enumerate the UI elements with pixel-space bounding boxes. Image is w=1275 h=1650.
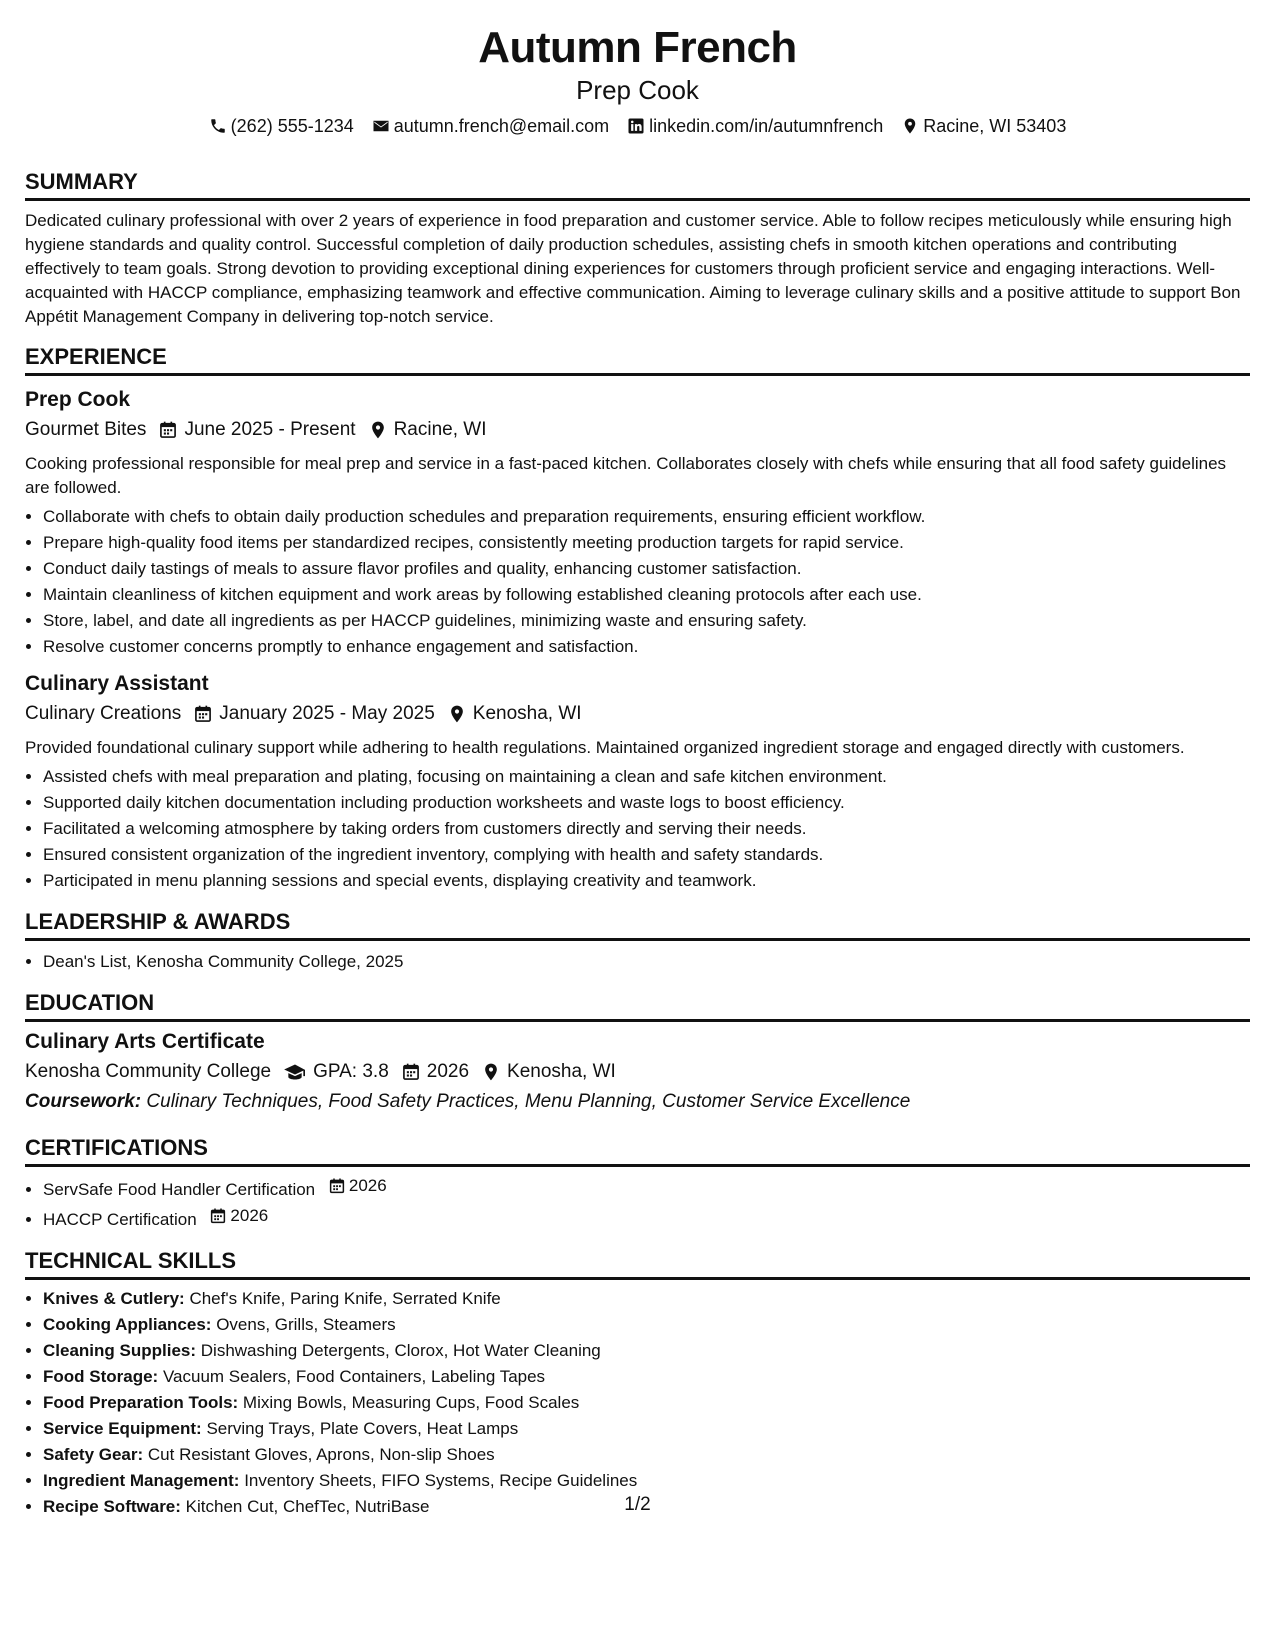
linkedin-icon — [627, 117, 645, 135]
contact-email[interactable] — [372, 114, 609, 138]
list-item: • Collaborate with chefs to obtain daily production schedules and preparation requirements, ensuring efficient workflow. — [43, 504, 1250, 530]
job-title: Culinary Assistant — [25, 672, 209, 695]
section-title-certifications: CERTIFICATIONS — [25, 1134, 1250, 1167]
skill-value: Kitchen Cut, ChefTec, NutriBase — [185, 1497, 430, 1516]
map-pin-icon — [447, 704, 467, 724]
gpa-text: GPA: 3.8 — [313, 1061, 389, 1082]
candidate-name: Autumn French — [478, 23, 797, 72]
coursework-label: Coursework: — [25, 1091, 142, 1112]
skill-value: Inventory Sheets, FIFO Systems, Recipe Guidelines — [244, 1471, 638, 1490]
linkedin-text: linkedin.com/in/autumnfrench — [649, 116, 884, 136]
resume-page — [25, 0, 1250, 1520]
calendar-icon — [193, 704, 213, 724]
skill-value: Dishwashing Detergents, Clorox, Hot Water Cleaning — [200, 1341, 601, 1360]
skills-section — [25, 1247, 1250, 1520]
map-pin-icon — [368, 420, 388, 440]
list-item — [43, 1442, 1250, 1468]
education-year-text: 2026 — [426, 1061, 470, 1082]
skill-label: Knives & Cutlery: — [43, 1289, 185, 1308]
skill-label: Service Equipment: — [43, 1419, 202, 1438]
job-entry — [25, 386, 1250, 660]
job-dates-text: June 2025 - Present — [184, 419, 356, 440]
calendar-icon — [209, 1207, 227, 1225]
contact-phone — [209, 114, 354, 138]
job-bullets — [25, 504, 1250, 660]
leadership-list — [25, 949, 1250, 975]
education-location-text: Kenosha, WI — [507, 1061, 616, 1082]
list-item: • Facilitated a welcoming atmosphere by taking orders from customers directly and serving their needs. — [43, 816, 1250, 842]
job-meta — [25, 416, 1250, 444]
list-item: • Assisted chefs with meal preparation and plating, focusing on maintaining a clean and safe kitchen environment. — [43, 764, 1250, 790]
job-meta — [25, 700, 1250, 728]
calendar-icon — [158, 420, 178, 440]
section-title-education: EDUCATION — [25, 989, 1250, 1022]
summary-section — [25, 168, 1250, 329]
list-item — [43, 1312, 1250, 1338]
list-item: • Prepare high-quality food items per standardized recipes, consistently meeting production targets for rapid service. — [43, 530, 1250, 556]
cert-name: HACCP Certification — [43, 1210, 197, 1229]
section-title-experience: EXPERIENCE — [25, 343, 1250, 376]
section-title-skills: TECHNICAL SKILLS — [25, 1247, 1250, 1280]
skill-label: Food Preparation Tools: — [43, 1393, 239, 1412]
certifications-section — [25, 1134, 1250, 1233]
contact-location — [901, 114, 1066, 138]
skills-list — [25, 1286, 1250, 1520]
candidate-role: Prep Cook — [576, 75, 699, 105]
cert-year: 2026 — [230, 1206, 269, 1225]
phone-text: (262) 555-1234 — [230, 116, 354, 136]
skill-label: Food Storage: — [43, 1367, 159, 1386]
skill-value: Chef's Knife, Paring Knife, Serrated Knife — [189, 1289, 501, 1308]
calendar-icon — [328, 1177, 346, 1195]
cert-name: ServSafe Food Handler Certification — [43, 1180, 316, 1199]
experience-section — [25, 343, 1250, 894]
skill-label: Cleaning Supplies: — [43, 1341, 197, 1360]
list-item — [43, 1203, 1250, 1233]
job-dates — [158, 416, 355, 444]
list-item: • Store, label, and date all ingredients as per HACCP guidelines, minimizing waste and ensuring safety. — [43, 608, 1250, 634]
job-entry — [25, 670, 1250, 894]
section-title-leadership: LEADERSHIP & AWARDS — [25, 908, 1250, 941]
map-pin-icon — [481, 1062, 501, 1082]
list-item: • Conduct daily tastings of meals to assure flavor profiles and quality, enhancing customer satisfaction. — [43, 556, 1250, 582]
job-company: Culinary Creations — [25, 703, 182, 724]
skill-value: Cut Resistant Gloves, Aprons, Non-slip Shoes — [147, 1445, 495, 1464]
job-company: Gourmet Bites — [25, 419, 147, 440]
job-location-text: Racine, WI — [393, 419, 487, 440]
list-item — [43, 1173, 1250, 1203]
job-dates — [193, 700, 434, 728]
list-item: • Supported daily kitchen documentation including production worksheets and waste logs to boost efficiency. — [43, 790, 1250, 816]
skill-value: Ovens, Grills, Steamers — [216, 1315, 396, 1334]
coursework — [25, 1088, 1250, 1116]
education-section — [25, 989, 1250, 1116]
degree-title: Culinary Arts Certificate — [25, 1030, 265, 1053]
job-location — [447, 700, 582, 728]
education-location — [481, 1058, 616, 1086]
map-pin-icon — [901, 117, 919, 135]
skill-label: Safety Gear: — [43, 1445, 144, 1464]
leadership-section — [25, 908, 1250, 975]
resume-header — [25, 22, 1250, 138]
cert-date — [328, 1173, 387, 1199]
list-item — [43, 1416, 1250, 1442]
education-year — [401, 1058, 469, 1086]
school-name: Kenosha Community College — [25, 1061, 272, 1082]
skill-value: Vacuum Sealers, Food Containers, Labeling Tapes — [162, 1367, 546, 1386]
cert-year: 2026 — [348, 1176, 387, 1195]
list-item — [43, 1468, 1250, 1494]
cert-date — [209, 1203, 268, 1229]
calendar-icon — [401, 1062, 421, 1082]
graduation-cap-icon — [283, 1062, 307, 1082]
contact-line — [25, 114, 1250, 138]
job-location-text: Kenosha, WI — [472, 703, 582, 724]
list-item — [43, 1338, 1250, 1364]
job-location — [368, 416, 487, 444]
list-item: • Resolve customer concerns promptly to enhance engagement and satisfaction. — [43, 634, 1250, 660]
list-item: • Ensured consistent organization of the ingredient inventory, complying with health and safety standards. — [43, 842, 1250, 868]
job-dates-text: January 2025 - May 2025 — [219, 703, 435, 724]
skill-label: Ingredient Management: — [43, 1471, 240, 1490]
skill-label: Recipe Software: — [43, 1497, 181, 1516]
job-description: Cooking professional responsible for meal prep and service in a fast-paced kitchen. Collaborates closely with chefs while ensuring that all food safety guidelines are followed. — [25, 454, 1227, 497]
list-item — [43, 1364, 1250, 1390]
contact-linkedin[interactable] — [627, 114, 883, 138]
section-title-summary: SUMMARY — [25, 168, 1250, 201]
job-description: Provided foundational culinary support while adhering to health regulations. Maintained organized ingredient storage and engaged directly with customers. — [25, 738, 1185, 757]
education-gpa — [283, 1058, 389, 1086]
phone-icon — [209, 117, 227, 135]
list-item — [43, 1390, 1250, 1416]
email-text: autumn.french@email.com — [393, 116, 610, 136]
list-item: • Maintain cleanliness of kitchen equipment and work areas by following established cleaning protocols after each use. — [43, 582, 1250, 608]
location-text: Racine, WI 53403 — [923, 116, 1067, 136]
page-number: 1/2 — [624, 1494, 651, 1515]
list-item: • Dean's List, Kenosha Community College, 2025 — [43, 949, 1250, 975]
skill-value: Serving Trays, Plate Covers, Heat Lamps — [206, 1419, 519, 1438]
skill-value: Mixing Bowls, Measuring Cups, Food Scales — [242, 1393, 580, 1412]
certifications-list — [25, 1173, 1250, 1233]
list-item — [43, 1286, 1250, 1312]
list-item: • Participated in menu planning sessions and special events, displaying creativity and teamwork. — [43, 868, 1250, 894]
job-title: Prep Cook — [25, 388, 131, 411]
education-entry — [25, 1028, 1250, 1116]
job-bullets — [25, 764, 1250, 894]
skill-label: Cooking Appliances: — [43, 1315, 212, 1334]
envelope-icon — [372, 117, 390, 135]
coursework-text: Culinary Techniques, Food Safety Practices, Menu Planning, Customer Service Excellence — [146, 1091, 911, 1112]
summary-text: Dedicated culinary professional with over 2 years of experience in food preparation and customer service. Able to follow recipes meticulously while ensuring high hygiene standards and quality control. Successful completion of daily production schedules, assisting chefs in smooth kitchen operations and contributing effectively to team goals. Strong devotion to providing exceptional dining experiences for customers through proficient service and engaging interactions. Well-acquainted with HACCP compliance, emphasizing teamwork and effective communication. Aiming to leverage culinary skills and a positive attitude to support Bon Appétit Management Company in delivering top-notch service. — [25, 211, 1241, 326]
education-meta — [25, 1058, 1250, 1086]
